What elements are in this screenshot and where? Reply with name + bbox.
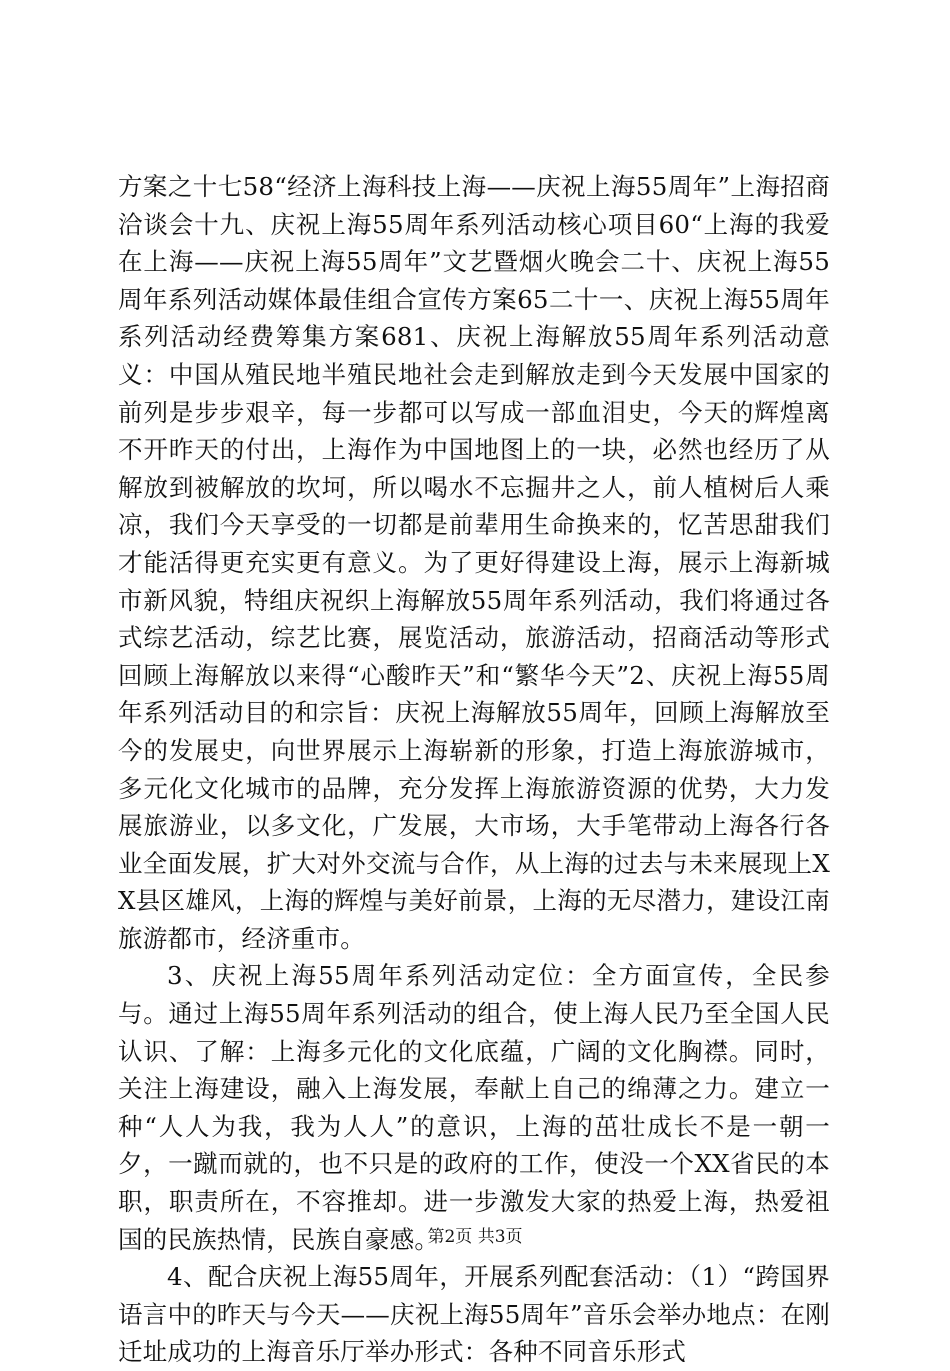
paragraph-3: 4、配合庆祝上海55周年，开展系列配套活动：（1）“跨国界语言中的昨天与今天——庆祝上海55周年”音乐会举办地点：在刚迁址成功的上海音乐厅举办形式：各种不同音乐形式 bbox=[118, 1262, 830, 1367]
document-body bbox=[118, 168, 830, 1371]
page-footer: 第2页 共3页 bbox=[427, 1227, 523, 1247]
paragraph-1: 方案之十七58“经济上海科技上海——庆祝上海55周年”上海招商洽谈会十九、庆祝上海55周年系列活动核心项目60“上海的我爱在上海——庆祝上海55周年”文艺暨烟火晚会二十、庆祝上海55周年系列活动媒体最佳组合宣传方案65二十一、庆祝上海55周年系列活动经费筹集方案681、庆祝上海解放55周年系列活动意义：中国从殖民地半殖民地社会走到解放走到今天发展中国家的前列是步步艰辛，每一步都可以写成一部血泪史，今天的辉煌离不开昨天的付出，上海作为中国地图上的一块，必然也经历了从解放到被解放的坎坷，所以喝水不忘掘井之人，前人植树后人乘凉，我们今天享受的一切都是前辈用生命换来的，忆苦思甜我们才能活得更充实更有意义。为了更好得建设上海，展示上海新城市新风貌，特组庆祝织上海解放55周年系列活动，我们将通过各式综艺活动，综艺比赛，展览活动，旅游活动，招商活动等形式回顾上海解放以来得“心酸昨天”和“繁华今天”2、庆祝上海55周年系列活动目的和宗旨：庆祝上海解放55周年，回顾上海解放至今的发展史，向世界展示上海崭新的形象，打造上海旅游城市，多元化文化城市的品牌，充分发挥上海旅游资源的优势，大力发展旅游业，以多文化，广发展，大市场，大手笔带动上海各行各业全面发展，扩大对外交流与合作，从上海的过去与未来展现上XX县区雄风，上海的辉煌与美好前景，上海的无尽潜力，建设江南旅游都市，经济重市。 bbox=[118, 172, 830, 953]
paragraph-2: 3、庆祝上海55周年系列活动定位：全方面宣传，全民参与。通过上海55周年系列活动的组合，使上海人民乃至全国人民认识、了解：上海多元化的文化底蕴，广阔的文化胸襟。同时，关注上海建设，融入上海发展，奉献上自己的绵薄之力。建立一种“人人为我，我为人人”的意识，上海的茁壮成长不是一朝一夕，一蹴而就的，也不只是的政府的工作，使没一个XX省民的本职，职责所在，不容推却。进一步激发大家的热爱上海，热爱祖国的民族热情，民族自豪感。 bbox=[118, 961, 830, 1254]
